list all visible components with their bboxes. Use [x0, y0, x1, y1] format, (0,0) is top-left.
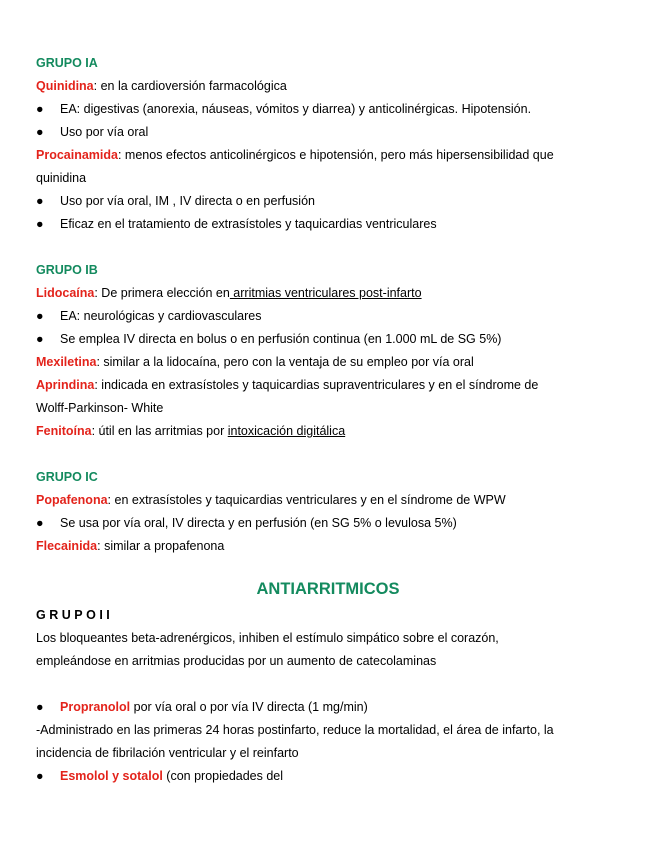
grupo-ia-heading: GRUPO IA	[36, 56, 98, 70]
bullet-icon: ●	[36, 217, 44, 231]
esmolol-text: (con propiedades del	[162, 769, 284, 783]
fenitoina-name: Fenitoína	[36, 424, 92, 438]
lidocaina-name: Lidocaína	[36, 286, 95, 300]
lidocaina-line	[36, 282, 626, 305]
admin-line-2: incidencia de fibrilación ventricular y el reinfarto	[36, 746, 299, 760]
bullet-icon: ●	[36, 102, 44, 116]
document-page	[36, 52, 626, 788]
grupo-ii-heading: GRUPOII	[36, 608, 114, 622]
aprindina-text: : indicada en extrasístoles y taquicardias supraventriculares y en el síndrome de	[94, 378, 539, 392]
list-item: ● Se emplea IV directa en bolus o en perfusión continua (en 1.000 mL de SG 5%)	[36, 328, 626, 351]
grupo-ib-heading: GRUPO IB	[36, 263, 98, 277]
intro-line-2: empleándose en arritmias producidas por un aumento de catecolaminas	[36, 654, 437, 668]
list-item: ● Uso por vía oral, IM , IV directa o en perfusión	[36, 190, 626, 213]
popafenona-name: Popafenona	[36, 493, 108, 507]
spacer	[36, 558, 626, 574]
list-item: ● Uso por vía oral	[36, 121, 626, 144]
propranolol-name: Propranolol	[60, 700, 131, 714]
section-title: ANTIARRITMICOS	[256, 580, 400, 598]
spacer	[36, 236, 626, 259]
mexiletina-text: : similar a la lidocaína, pero con la ventaja de su empleo por vía oral	[96, 355, 474, 369]
propranolol-text: por vía oral o por vía IV directa (1 mg/min)	[130, 700, 368, 714]
esmolol-line	[36, 765, 626, 788]
popafenona-line	[36, 489, 626, 512]
bullet-icon: ●	[36, 309, 44, 323]
bullet-icon: ●	[36, 700, 44, 714]
spacer	[36, 443, 626, 466]
aprindina-name: Aprindina	[36, 378, 95, 392]
grupo-ic-heading: GRUPO IC	[36, 470, 98, 484]
intro-line-1: Los bloqueantes beta-adrenérgicos, inhiben el estímulo simpático sobre el corazón,	[36, 631, 499, 645]
aprindina-line-2: Wolff-Parkinson- White	[36, 401, 164, 415]
bullet-icon: ●	[36, 332, 44, 346]
fenitoina-underlined: intoxicación digitálica	[227, 424, 346, 438]
procainamida-line	[36, 144, 626, 167]
list-item: ● EA: neurológicas y cardiovasculares	[36, 305, 626, 328]
propranolol-line	[36, 696, 626, 719]
quinidina-line	[36, 75, 626, 98]
quinidina-name: Quinidina	[36, 79, 94, 93]
popafenona-text: : en extrasístoles y taquicardias ventriculares y en el síndrome de WPW	[107, 493, 506, 507]
admin-line-1: -Administrado en las primeras 24 horas postinfarto, reduce la mortalidad, el área de infarto, la	[36, 723, 554, 737]
flecainida-text: : similar a propafenona	[97, 539, 225, 553]
fenitoina-line	[36, 420, 626, 443]
flecainida-name: Flecainida	[36, 539, 98, 553]
list-item: ● Se usa por vía oral, IV directa y en perfusión (en SG 5% o levulosa 5%)	[36, 512, 626, 535]
bullet-icon: ●	[36, 769, 44, 783]
lidocaina-text: : De primera elección en	[94, 286, 230, 300]
bullet-icon: ●	[36, 516, 44, 530]
bullet-icon: ●	[36, 125, 44, 139]
mexiletina-line	[36, 351, 626, 374]
flecainida-line	[36, 535, 626, 558]
bullet-icon: ●	[36, 194, 44, 208]
aprindina-line	[36, 374, 626, 397]
procainamida-line-2: quinidina	[36, 171, 87, 185]
quinidina-text: : en la cardioversión farmacológica	[93, 79, 287, 93]
list-item: ● Eficaz en el tratamiento de extrasístoles y taquicardias ventriculares	[36, 213, 626, 236]
lidocaina-underlined: arritmias ventriculares post-infarto	[229, 286, 422, 300]
procainamida-text: : menos efectos anticolinérgicos e hipotensión, pero más hipersensibilidad que	[117, 148, 554, 162]
mexiletina-name: Mexiletina	[36, 355, 97, 369]
esmolol-name: Esmolol y sotalol	[60, 769, 163, 783]
spacer	[36, 673, 626, 696]
list-item: ● EA: digestivas (anorexia, náuseas, vómitos y diarrea) y anticolinérgicas. Hipotensión.	[36, 98, 626, 121]
procainamida-name: Procainamida	[36, 148, 118, 162]
fenitoina-text: : útil en las arritmias por	[91, 424, 228, 438]
